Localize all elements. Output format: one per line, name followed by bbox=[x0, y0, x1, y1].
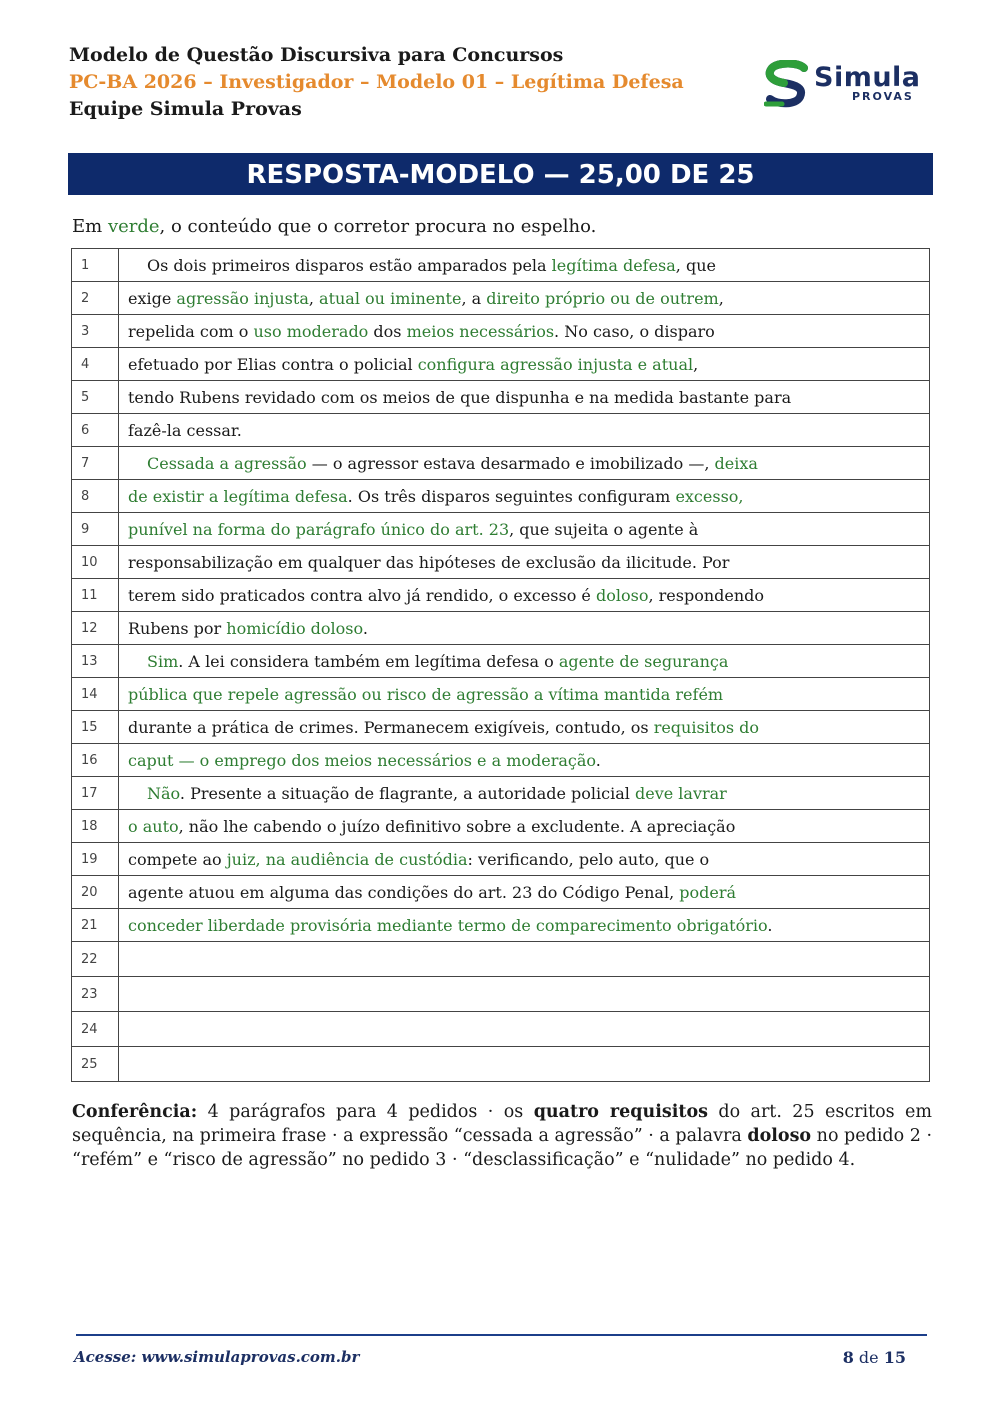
highlight-segment: legítima defesa bbox=[551, 255, 676, 275]
sheet-row bbox=[72, 711, 930, 744]
text-segment: no pedido 2 · “refém” e “risco de agressão” no pedido 3 · “desclassificação” e “nulidade” no pedido 4. bbox=[72, 1126, 933, 1170]
highlight-segment: excesso, bbox=[675, 486, 744, 506]
document-header bbox=[69, 42, 684, 123]
sheet-row bbox=[72, 348, 930, 381]
line-text bbox=[119, 447, 930, 480]
text-segment: . Os três disparos seguintes configuram bbox=[347, 486, 676, 506]
logo-sub: PROVAS bbox=[852, 90, 914, 103]
line-number: 24 bbox=[72, 1012, 119, 1047]
sheet-row bbox=[72, 1012, 930, 1047]
line-text bbox=[119, 711, 930, 744]
sheet-row bbox=[72, 843, 930, 876]
sheet-row bbox=[72, 909, 930, 942]
sheet-row bbox=[72, 744, 930, 777]
header-team: Equipe Simula Provas bbox=[69, 98, 302, 120]
intro-highlight: verde bbox=[107, 216, 160, 237]
intro-pre: Em bbox=[72, 216, 108, 237]
line-number: 8 bbox=[72, 480, 119, 513]
bold-segment: Conferência: bbox=[72, 1102, 198, 1122]
line-number: 17 bbox=[72, 777, 119, 810]
highlight-segment: caput — o emprego dos meios necessários e a moderação bbox=[128, 750, 596, 770]
line-number: 2 bbox=[72, 282, 119, 315]
highlight-segment: pública que repele agressão ou risco de agressão a vítima mantida refém bbox=[128, 684, 724, 704]
line-number: 3 bbox=[72, 315, 119, 348]
text-segment: , que sujeita o agente à bbox=[509, 519, 699, 539]
line-text bbox=[119, 843, 930, 876]
footer-link[interactable]: Acesse: www.simulaprovas.com.br bbox=[74, 1348, 360, 1366]
sheet-row bbox=[72, 876, 930, 909]
sheet-row bbox=[72, 480, 930, 513]
line-text bbox=[119, 348, 930, 381]
page-total: 15 bbox=[883, 1348, 906, 1367]
text-segment: agente atuou em alguma das condições do art. 23 do Código Penal, bbox=[128, 882, 680, 902]
highlight-segment: requisitos do bbox=[653, 717, 760, 737]
line-number: 16 bbox=[72, 744, 119, 777]
highlight-segment: de existir a legítima defesa bbox=[128, 486, 348, 506]
highlight-segment: juiz, na audiência de custódia bbox=[226, 849, 468, 869]
line-number: 10 bbox=[72, 546, 119, 579]
header-title: Modelo de Questão Discursiva para Concursos bbox=[69, 44, 564, 66]
sheet-row bbox=[72, 249, 930, 282]
line-text bbox=[119, 1012, 930, 1047]
sheet-row bbox=[72, 612, 930, 645]
footer-divider bbox=[76, 1334, 927, 1336]
line-text bbox=[119, 645, 930, 678]
sheet-row bbox=[72, 645, 930, 678]
sheet-row bbox=[72, 513, 930, 546]
line-number: 25 bbox=[72, 1047, 119, 1082]
page-sep: de bbox=[853, 1348, 884, 1367]
line-number: 11 bbox=[72, 579, 119, 612]
sheet-row bbox=[72, 447, 930, 480]
text-segment: Os dois primeiros disparos estão amparados pela bbox=[147, 255, 552, 275]
line-number: 18 bbox=[72, 810, 119, 843]
page-current: 8 bbox=[842, 1348, 854, 1367]
sheet-row bbox=[72, 546, 930, 579]
line-number: 21 bbox=[72, 909, 119, 942]
highlight-segment: deixa bbox=[714, 453, 758, 473]
text-segment: compete ao bbox=[128, 849, 227, 869]
line-text bbox=[119, 546, 930, 579]
sheet-row bbox=[72, 579, 930, 612]
conferencia-note bbox=[72, 1100, 932, 1172]
highlight-segment: o auto bbox=[128, 816, 179, 836]
text-segment: . Presente a situação de flagrante, a autoridade policial bbox=[179, 783, 635, 803]
line-number: 9 bbox=[72, 513, 119, 546]
answer-sheet bbox=[71, 248, 930, 1082]
header-subtitle: PC-BA 2026 – Investigador – Modelo 01 – Legítima Defesa bbox=[69, 71, 684, 93]
line-text bbox=[119, 977, 930, 1012]
line-text bbox=[119, 678, 930, 711]
sheet-row bbox=[72, 315, 930, 348]
text-segment: efetuado por Elias contra o policial bbox=[128, 354, 418, 374]
text-segment: fazê-la cessar. bbox=[128, 420, 242, 440]
page-number bbox=[843, 1348, 906, 1367]
line-number: 15 bbox=[72, 711, 119, 744]
line-text bbox=[119, 414, 930, 447]
simula-provas-logo bbox=[764, 60, 921, 108]
text-segment: Rubens por bbox=[128, 618, 227, 638]
section-banner: RESPOSTA-MODELO — 25,00 DE 25 bbox=[68, 153, 933, 195]
text-segment: . No caso, o disparo bbox=[554, 321, 715, 341]
highlight-segment: punível na forma do parágrafo único do art. 23 bbox=[128, 519, 510, 539]
line-text bbox=[119, 744, 930, 777]
logo-name: Simula bbox=[814, 62, 921, 93]
highlight-segment: poderá bbox=[679, 882, 737, 902]
line-number: 14 bbox=[72, 678, 119, 711]
sheet-row bbox=[72, 777, 930, 810]
line-number: 1 bbox=[72, 249, 119, 282]
sheet-row bbox=[72, 381, 930, 414]
text-segment: responsabilização em qualquer das hipóteses de exclusão da ilicitude. Por bbox=[128, 552, 730, 572]
line-text bbox=[119, 513, 930, 546]
highlight-segment: meios necessários bbox=[406, 321, 555, 341]
s-logo-icon bbox=[764, 60, 810, 108]
line-number: 4 bbox=[72, 348, 119, 381]
text-segment: tendo Rubens revidado com os meios de que dispunha e na medida bastante para bbox=[128, 387, 792, 407]
line-text bbox=[119, 480, 930, 513]
text-segment: , bbox=[308, 288, 320, 308]
sheet-row bbox=[72, 414, 930, 447]
line-number: 7 bbox=[72, 447, 119, 480]
line-text bbox=[119, 909, 930, 942]
highlight-segment: agressão injusta bbox=[176, 288, 309, 308]
sheet-row bbox=[72, 810, 930, 843]
text-segment: dos bbox=[368, 321, 407, 341]
highlight-segment: configura agressão injusta e atual bbox=[417, 354, 694, 374]
text-segment: . bbox=[767, 915, 773, 935]
text-segment: , bbox=[718, 288, 724, 308]
text-segment: terem sido praticados contra alvo já rendido, o excesso é bbox=[128, 585, 596, 605]
text-segment: do art. 25 escritos em sequência, na primeira frase · a expressão “cessada a agressão” · a palavra bbox=[72, 1102, 932, 1146]
line-text bbox=[119, 579, 930, 612]
line-text bbox=[119, 810, 930, 843]
sheet-row bbox=[72, 282, 930, 315]
text-segment: durante a prática de crimes. Permanecem exigíveis, contudo, os bbox=[128, 717, 654, 737]
text-segment: , não lhe cabendo o juízo definitivo sobre a excludente. A apreciação bbox=[178, 816, 736, 836]
line-number: 19 bbox=[72, 843, 119, 876]
intro-text bbox=[72, 216, 596, 237]
text-segment: : verificando, pelo auto, que o bbox=[467, 849, 710, 869]
line-number: 23 bbox=[72, 977, 119, 1012]
highlight-segment: atual ou iminente bbox=[319, 288, 462, 308]
line-number: 13 bbox=[72, 645, 119, 678]
line-text bbox=[119, 1047, 930, 1082]
text-segment: 4 parágrafos para 4 pedidos · os bbox=[197, 1102, 534, 1122]
sheet-row bbox=[72, 1047, 930, 1082]
intro-post: , o conteúdo que o corretor procura no espelho. bbox=[159, 216, 597, 237]
line-text bbox=[119, 777, 930, 810]
highlight-segment: Não bbox=[147, 783, 180, 803]
text-segment: , bbox=[693, 354, 699, 374]
text-segment: . A lei considera também em legítima defesa o bbox=[178, 651, 559, 671]
highlight-segment: conceder liberdade provisória mediante termo de comparecimento obrigatório bbox=[128, 915, 768, 935]
line-number: 5 bbox=[72, 381, 119, 414]
highlight-segment: direito próprio ou de outrem bbox=[486, 288, 719, 308]
highlight-segment: homicídio doloso bbox=[226, 618, 363, 638]
highlight-segment: doloso bbox=[595, 585, 649, 605]
bold-segment: doloso bbox=[747, 1126, 812, 1146]
line-text bbox=[119, 249, 930, 282]
line-text bbox=[119, 381, 930, 414]
text-segment: , que bbox=[675, 255, 716, 275]
text-segment: repelida com o bbox=[128, 321, 254, 341]
highlight-segment: deve lavrar bbox=[634, 783, 727, 803]
line-text bbox=[119, 612, 930, 645]
text-segment: , respondendo bbox=[648, 585, 765, 605]
line-text bbox=[119, 315, 930, 348]
text-segment: . bbox=[362, 618, 368, 638]
text-segment: exige bbox=[128, 288, 177, 308]
line-number: 20 bbox=[72, 876, 119, 909]
text-segment: , a bbox=[461, 288, 487, 308]
line-number: 12 bbox=[72, 612, 119, 645]
sheet-row bbox=[72, 942, 930, 977]
line-text bbox=[119, 876, 930, 909]
highlight-segment: uso moderado bbox=[253, 321, 369, 341]
bold-segment: quatro requisitos bbox=[533, 1102, 708, 1122]
line-text bbox=[119, 282, 930, 315]
text-segment: — o agressor estava desarmado e imobilizado —, bbox=[306, 453, 715, 473]
highlight-segment: agente de segurança bbox=[558, 651, 729, 671]
sheet-row bbox=[72, 977, 930, 1012]
line-text bbox=[119, 942, 930, 977]
sheet-row bbox=[72, 678, 930, 711]
line-number: 22 bbox=[72, 942, 119, 977]
line-number: 6 bbox=[72, 414, 119, 447]
text-segment: . bbox=[595, 750, 601, 770]
highlight-segment: Sim bbox=[147, 651, 179, 671]
highlight-segment: Cessada a agressão bbox=[147, 453, 307, 473]
